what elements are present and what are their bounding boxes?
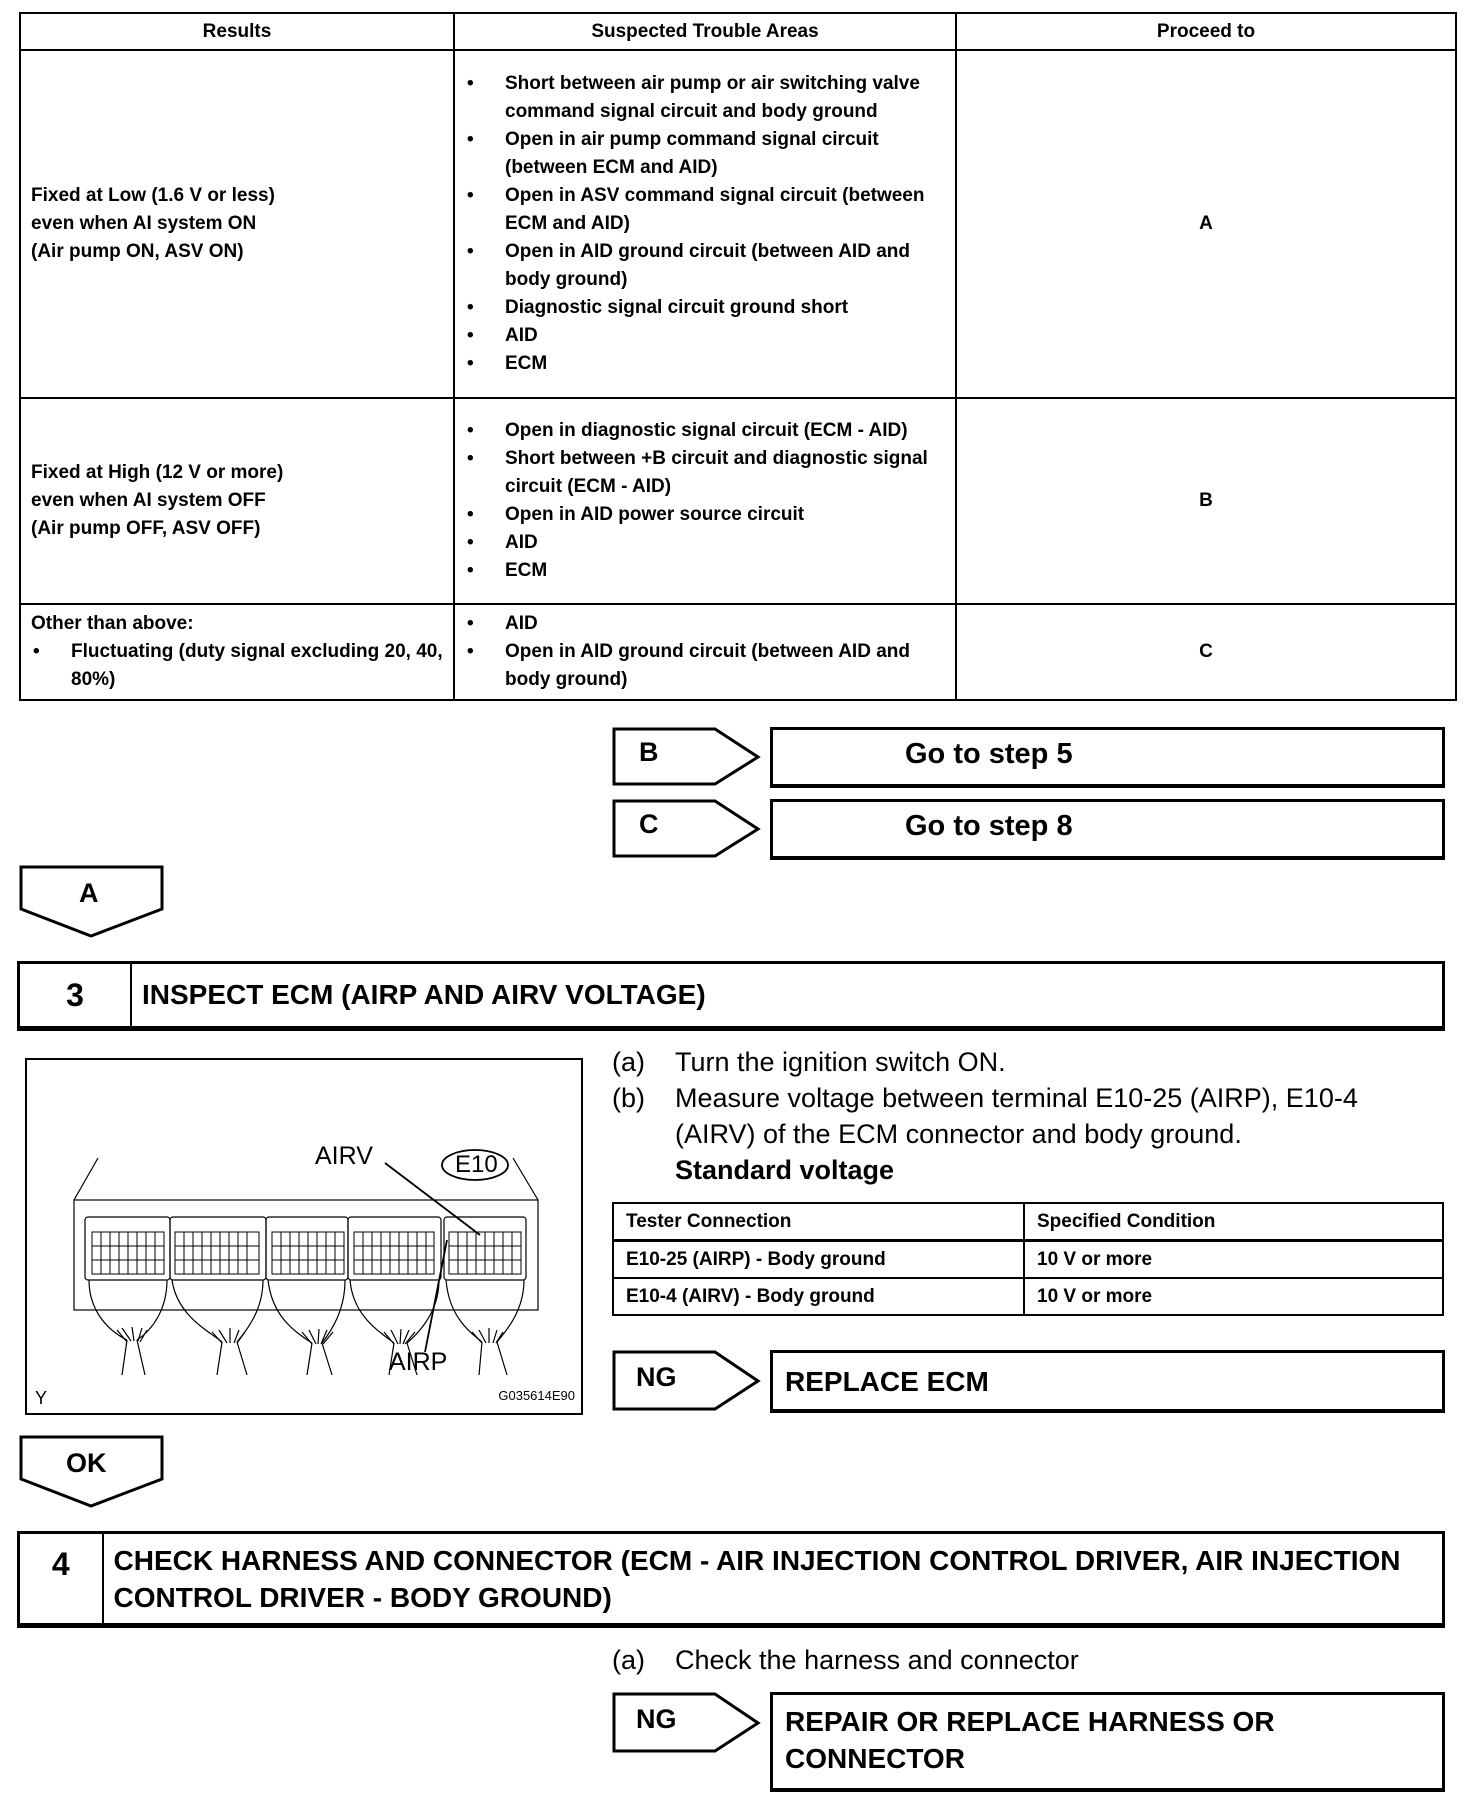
area-item: • AID: [465, 529, 945, 557]
right-arrow-icon: [612, 1692, 762, 1754]
instruction-a: [612, 1044, 1444, 1080]
tester-connection-cell: E10-4 (AIRV) - Body ground: [613, 1278, 1024, 1315]
table-row: [613, 1241, 1443, 1279]
area-item: • Short between air pump or air switching valve command signal circuit and body ground: [465, 70, 945, 126]
go-to-step-5[interactable]: Go to step 5: [770, 727, 1445, 788]
area-item: • Open in AID power source circuit: [465, 501, 945, 529]
instruction-a: [612, 1642, 1444, 1678]
table-header-row: [20, 13, 1456, 50]
step-4-header: [17, 1531, 1445, 1628]
area-item: • AID: [465, 610, 945, 638]
right-arrow-icon: [612, 727, 762, 787]
branch-b-arrow[interactable]: [612, 727, 762, 787]
instruction-label: (a): [612, 1047, 645, 1077]
proceed-cell: C: [956, 604, 1456, 700]
step-number: 3: [20, 964, 132, 1026]
step-4-ng-arrow[interactable]: [612, 1692, 762, 1754]
result-line: Fixed at High (12 V or more): [31, 462, 284, 483]
table-row: [20, 50, 1456, 398]
table-row: [20, 604, 1456, 700]
result-line: Fixed at Low (1.6 V or less): [31, 185, 275, 206]
areas-cell: [454, 398, 956, 604]
ng-label: NG: [636, 1362, 677, 1392]
area-item: • Open in air pump command signal circuit (between ECM and AID): [465, 126, 945, 182]
areas-cell: [454, 604, 956, 700]
airp-label: AIRP: [389, 1348, 448, 1376]
right-arrow-icon: [612, 799, 762, 859]
result-line: even when AI system OFF: [31, 490, 266, 511]
header-suspected-areas: Suspected Trouble Areas: [454, 13, 956, 50]
result-cell: [20, 398, 454, 604]
result-cell: [20, 604, 454, 700]
header-results: Results: [20, 13, 454, 50]
header-tester-connection: Tester Connection: [613, 1203, 1024, 1241]
figure-id: G035614E90: [498, 1388, 575, 1403]
specified-condition-cell: 10 V or more: [1024, 1278, 1443, 1315]
area-item: • Open in ASV command signal circuit (between ECM and AID): [465, 182, 945, 238]
header-proceed-to: Proceed to: [956, 13, 1456, 50]
step-title: CHECK HARNESS AND CONNECTOR (ECM - AIR INJECTION CONTROL DRIVER, AIR INJECTION CONTROL DRIVER - BODY GROUND): [113, 1545, 1401, 1613]
results-table: [19, 12, 1457, 701]
area-item: • ECM: [465, 350, 945, 378]
area-item: • Open in AID ground circuit (between AID and body ground): [465, 238, 945, 294]
proceed-cell: B: [956, 398, 1456, 604]
step-3-ng-arrow[interactable]: [612, 1350, 762, 1412]
proceed-cell: A: [956, 50, 1456, 398]
area-item: • Diagnostic signal circuit ground short: [465, 294, 945, 322]
step-3-header: [17, 961, 1445, 1031]
areas-cell: [454, 50, 956, 398]
result-bullet: • Fluctuating (duty signal excluding 20, 40, 80%): [31, 638, 443, 694]
go-to-step-8[interactable]: Go to step 8: [770, 799, 1445, 860]
instruction-text: Measure voltage between terminal E10-25 (AIRP), E10-4 (AIRV) of the ECM connector and body ground.: [675, 1083, 1358, 1149]
step-4-instructions: [612, 1642, 1444, 1678]
figure-corner-label: Y: [35, 1388, 48, 1408]
instruction-label: (b): [612, 1083, 645, 1113]
instruction-b: [612, 1080, 1444, 1152]
step-3-instructions: [612, 1044, 1444, 1188]
result-line: (Air pump ON, ASV ON): [31, 241, 244, 262]
ok-arrow[interactable]: [19, 1435, 165, 1509]
right-arrow-icon: [612, 1350, 762, 1412]
connector-label-e10: E10: [455, 1151, 498, 1178]
result-cell: [20, 50, 454, 398]
step-number: 4: [20, 1534, 104, 1623]
replace-ecm-action[interactable]: REPLACE ECM: [770, 1350, 1445, 1413]
standard-voltage-label: Standard voltage: [675, 1155, 895, 1185]
result-heading: Other than above:: [31, 613, 194, 634]
result-line: even when AI system ON: [31, 213, 257, 234]
standard-voltage-table: [612, 1202, 1444, 1316]
branch-label: A: [79, 878, 99, 908]
instruction-label: (a): [612, 1645, 645, 1675]
area-item: • AID: [465, 322, 945, 350]
table-row: [613, 1278, 1443, 1315]
branch-label: C: [639, 809, 659, 839]
branch-c-arrow[interactable]: [612, 799, 762, 859]
ecm-connector-figure: [25, 1058, 583, 1415]
airv-label: AIRV: [315, 1142, 373, 1170]
ng-label: NG: [636, 1704, 677, 1734]
area-item: • Open in AID ground circuit (between AID and body ground): [465, 638, 945, 694]
specified-condition-cell: 10 V or more: [1024, 1241, 1443, 1279]
header-specified-condition: Specified Condition: [1024, 1203, 1443, 1241]
ok-label: OK: [66, 1448, 107, 1478]
area-item: • Short between +B circuit and diagnostic signal circuit (ECM - AID): [465, 445, 945, 501]
step-title: INSPECT ECM (AIRP AND AIRV VOLTAGE): [142, 979, 706, 1010]
result-line: (Air pump OFF, ASV OFF): [31, 518, 261, 539]
branch-a-arrow[interactable]: [19, 865, 165, 939]
table-header-row: [613, 1203, 1443, 1241]
instruction-text: Turn the ignition switch ON.: [675, 1047, 1006, 1077]
tester-connection-cell: E10-25 (AIRP) - Body ground: [613, 1241, 1024, 1279]
instruction-text: Check the harness and connector: [675, 1645, 1079, 1675]
repair-harness-action[interactable]: REPAIR OR REPLACE HARNESS OR CONNECTOR: [770, 1692, 1445, 1792]
branch-label: B: [639, 737, 659, 767]
area-item: • ECM: [465, 557, 945, 585]
area-item: • Open in diagnostic signal circuit (ECM - AID): [465, 417, 945, 445]
table-row: [20, 398, 1456, 604]
ecm-connector-illustration: [27, 1060, 581, 1413]
